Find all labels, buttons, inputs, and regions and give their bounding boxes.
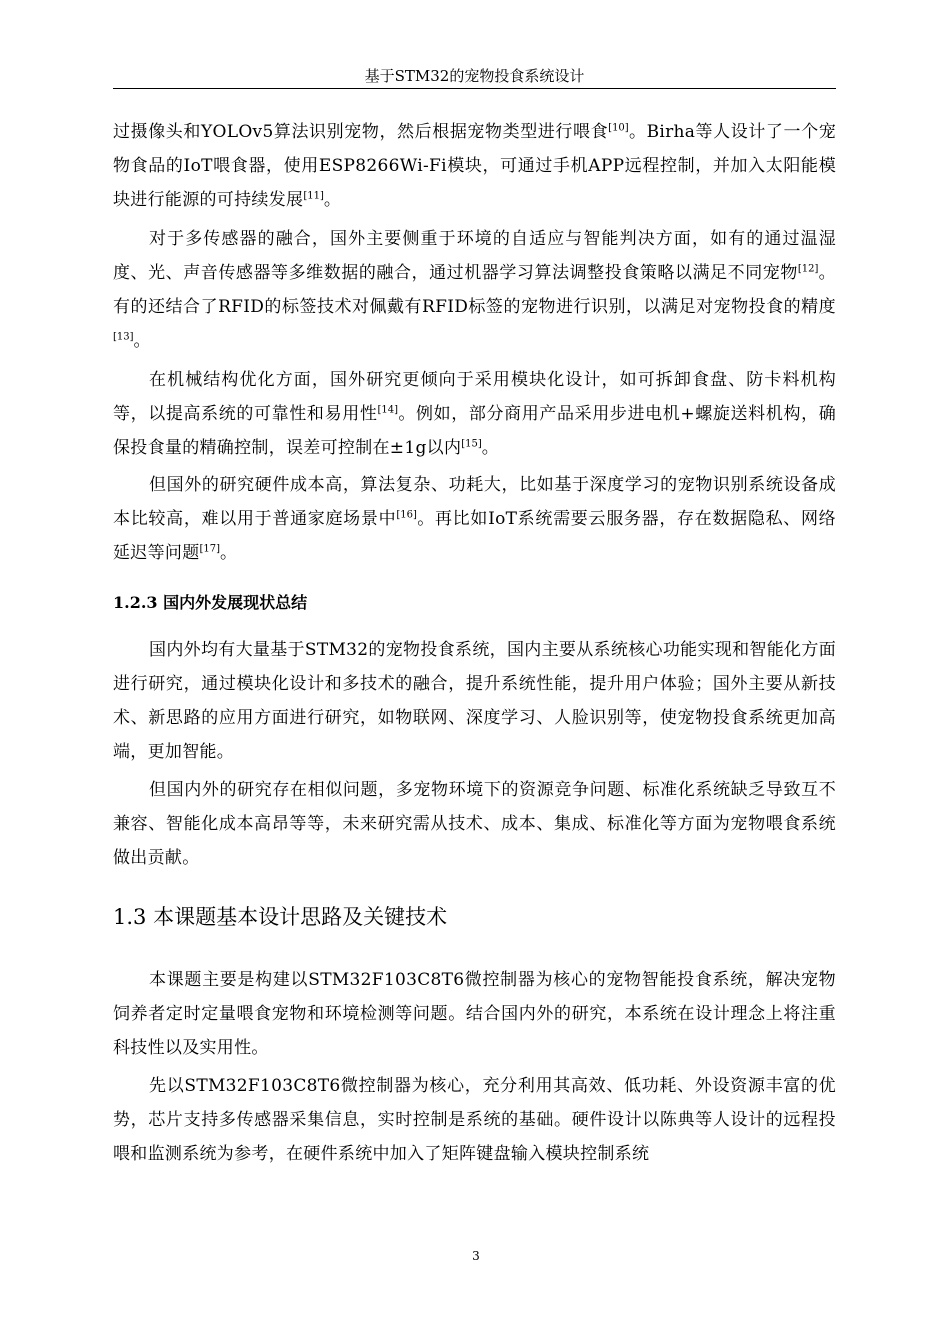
running-header: 基于STM32的宠物投食系统设计 bbox=[364, 67, 585, 85]
paragraph-design: 先以STM32F103C8T6微控制器为核心，充分利用其高效、低功耗、外设资源丰富的优势，芯片支持多传感器采集信息，实时控制是系统的基础。硬件设计以陈典等人设计的远程投喂和监测系统为参考，在硬件系统中加入了矩阵键盘输入模块控制系统 bbox=[113, 1076, 836, 1164]
citation: [11] bbox=[303, 190, 324, 202]
citation: [10] bbox=[608, 122, 629, 134]
citation: [13] bbox=[113, 331, 134, 343]
paragraph-problems: 但国内外的研究存在相似问题，多宠物环境下的资源竞争问题、标准化系统缺乏导致互不兼容、智能化成本高昂等等，未来研究需从技术、成本、集成、标准化等方面为宠物喂食系统做出贡献。 bbox=[113, 780, 836, 868]
paragraph-text: 过摄像头和YOLOv5算法识别宠物，然后根据宠物类型进行喂食 bbox=[113, 122, 609, 142]
page-number: 3 bbox=[472, 1249, 480, 1263]
paragraph-summary: 国内外均有大量基于STM32的宠物投食系统，国内主要从系统核心功能实现和智能化方面进行研究，通过模块化设计和多技术的融合，提升系统性能，提升用户体验；国外主要从新技术、新思路的应用方面进行研究，如物联网、深度学习、人脸识别等，使宠物投食系统更加高端，更加智能。 bbox=[113, 640, 836, 762]
citation: [12] bbox=[797, 263, 819, 275]
paragraph-limitations bbox=[113, 468, 836, 570]
paragraph-text: 。 bbox=[481, 438, 500, 458]
paragraph-objective: 本课题主要是构建以STM32F103C8T6微控制器为核心的宠物智能投食系统，解决宠物饲养者定时定量喂食宠物和环境检测等问题。结合国内外的研究，本系统在设计理念上将注重科技性以及实用性。 bbox=[113, 970, 836, 1058]
paragraph-text: 在机械结构优化方面，国外研究更倾向于采用模块化设计，如可拆卸食盘、防卡料机构等，以提高系统的可靠性和易用性 bbox=[113, 370, 836, 424]
paragraph-text: 。再比如IoT系统需要云服务器，存在数据隐私、网络延迟等问题 bbox=[113, 509, 836, 563]
paragraph-text: 。Birha等人设计了一个宠物食品的IoT喂食器，使用ESP8266Wi-Fi模块，可通过手机APP远程控制，并加入太阳能模块进行能源的可持续发展 bbox=[113, 122, 836, 210]
paragraph-text: 。有的还结合了RFID的标签技术对佩戴有RFID标签的宠物进行识别，以满足对宠物投食的精度 bbox=[113, 263, 836, 317]
paragraph-continuation bbox=[113, 115, 836, 217]
paragraph-text: 对于多传感器的融合，国外主要侧重于环境的自适应与智能判决方面，如有的通过温湿度、光、声音传感器等多维数据的融合，通过机器学习算法调整投食策略以满足不同宠物 bbox=[113, 229, 836, 283]
paragraph-text: 。 bbox=[220, 543, 238, 563]
paragraph-text: 。例如，部分商用产品采用步进电机+螺旋送料机构，确保投食量的精确控制，误差可控制在±1g以内 bbox=[113, 404, 837, 458]
paragraph-mechanical bbox=[113, 363, 836, 465]
paragraph-text: 但国外的研究硬件成本高，算法复杂、功耗大，比如基于深度学习的宠物识别系统设备成本比较高，难以用于普通家庭场景中 bbox=[113, 475, 836, 529]
section-heading-1-2-3: 1.2.3 国内外发展现状总结 bbox=[113, 593, 308, 612]
citation: [14] bbox=[377, 404, 398, 416]
citation: [16] bbox=[396, 509, 417, 521]
paragraph-text: 。 bbox=[323, 190, 342, 210]
citation: [17] bbox=[199, 543, 221, 555]
paragraph-multisensor bbox=[113, 222, 836, 358]
citation: [15] bbox=[461, 438, 482, 450]
paragraph-text: 。 bbox=[133, 331, 151, 351]
header-divider bbox=[113, 88, 836, 89]
section-heading-1-3: 1.3 本课题基本设计思路及关键技术 bbox=[113, 905, 448, 929]
